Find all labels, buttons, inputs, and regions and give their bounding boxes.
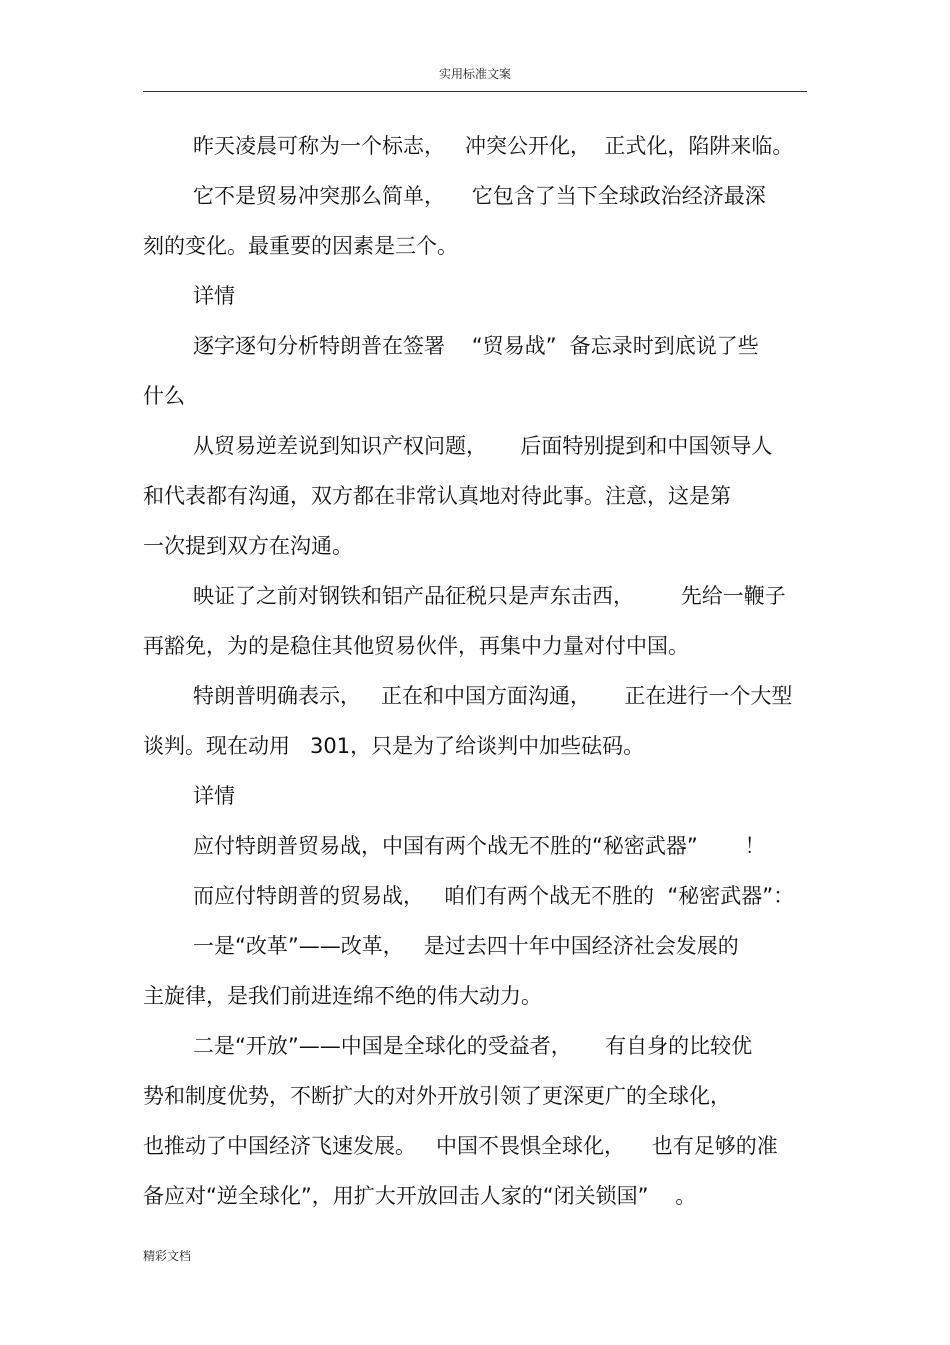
header-rule bbox=[143, 91, 807, 92]
text-line: 也推动了中国经济飞速发展。 中国不畏惧全球化， 也有足够的准 bbox=[143, 1134, 778, 1158]
text-line: 二是“开放”——中国是全球化的受益者， 有自身的比较优 bbox=[193, 1034, 753, 1058]
text-line: 谈判。现在动用 301，只是为了给谈判中加些砝码。 bbox=[143, 734, 645, 758]
text-line: 什么 bbox=[143, 384, 185, 408]
text-line: 而应付特朗普的贸易战， 咱们有两个战无不胜的 “秘密武器”： bbox=[193, 884, 795, 908]
text-line: 主旋律，是我们前进连绵不绝的伟大动力。 bbox=[143, 984, 542, 1008]
text-line: 详情 bbox=[193, 284, 235, 308]
text-line: 从贸易逆差说到知识产权问题， 后面特别提到和中国领导人 bbox=[193, 434, 773, 458]
text-line: 和代表都有沟通，双方都在非常认真地对待此事。注意，这是第 bbox=[143, 484, 731, 508]
text-line: 映证了之前对钢铁和铝产品征税只是声东击西， 先给一鞭子 bbox=[193, 584, 786, 608]
page-footer: 精彩文档 bbox=[143, 1249, 192, 1263]
text-line: 详情 bbox=[193, 784, 235, 808]
text-line: 一次提到双方在沟通。 bbox=[143, 534, 353, 558]
text-line: 昨天凌晨可称为一个标志， 冲突公开化， 正式化，陷阱来临。 bbox=[193, 134, 794, 158]
text-line: 势和制度优势，不断扩大的对外开放引领了更深更广的全球化， bbox=[143, 1084, 731, 1108]
text-line: 备应对“逆全球化”，用扩大开放回击人家的“闭关锁国” 。 bbox=[143, 1184, 697, 1208]
page-header: 实用标准文案 bbox=[438, 67, 511, 81]
text-line: 再豁免，为的是稳住其他贸易伙伴，再集中力量对付中国。 bbox=[143, 634, 689, 658]
text-line: 它不是贸易冲突那么简单， 它包含了当下全球政治经济最深 bbox=[193, 184, 766, 208]
text-line: 应付特朗普贸易战，中国有两个战无不胜的“秘密武器” ！ bbox=[193, 834, 766, 858]
text-line: 一是“改革”——改革， 是过去四十年中国经济社会发展的 bbox=[193, 934, 739, 958]
text-line: 特朗普明确表示， 正在和中国方面沟通， 正在进行一个大型 bbox=[193, 684, 793, 708]
text-line: 刻的变化。最重要的因素是三个。 bbox=[143, 234, 458, 258]
text-line: 逐字逐句分析特朗普在签署 “贸易战” 备忘录时到底说了些 bbox=[193, 334, 759, 358]
